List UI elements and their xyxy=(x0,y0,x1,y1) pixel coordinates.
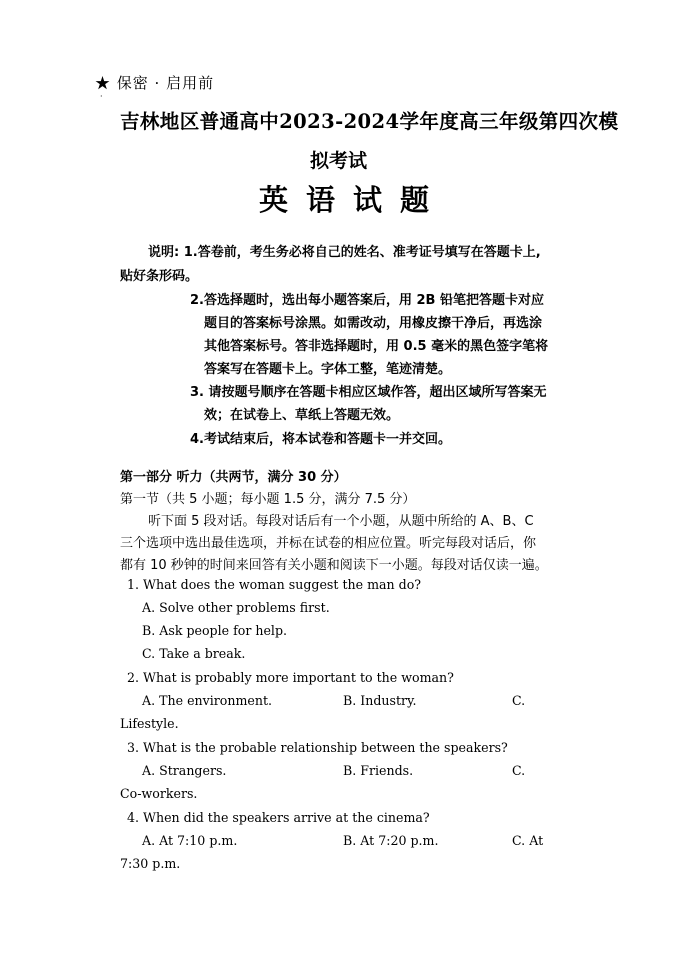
option-a: A. The environment. xyxy=(142,693,273,708)
section-heading: 第一节（共 5 小题；每小题 1.5 分，满分 7.5 分） xyxy=(120,492,416,507)
option-b: B. Ask people for help. xyxy=(142,623,288,638)
instruction-line: 题目的答案标号涂黑。如需改动，用橡皮擦干净后，再选涂 xyxy=(204,316,543,331)
option-c: C. Take a break. xyxy=(142,646,246,661)
question-stem: 1. What does the woman suggest the man do? xyxy=(127,577,422,592)
instruction-line: 效；在试卷上、草纸上答题无效。 xyxy=(204,408,400,423)
subject-title: 英语试题 xyxy=(258,183,447,217)
marker-dot: · xyxy=(100,92,103,101)
instruction-line: 2.答选择题时，选出每小题答案后，用 2B 铅笔把答题卡对应 xyxy=(190,293,544,308)
instruction-line: 3. 请按题号顺序在答题卡相应区域作答，超出区域所写答案无 xyxy=(190,385,547,400)
instruction-line: 4.考试结束后，将本试卷和答题卡一并交回。 xyxy=(190,432,451,447)
option-c-wrap: 7:30 p.m. xyxy=(120,856,181,871)
option-c: C. At xyxy=(512,833,544,848)
section-description: 三个选项中选出最佳选项，并标在试卷的相应位置。听完每段对话后，你 xyxy=(120,536,537,551)
question-stem: 2. What is probably more important to the woman? xyxy=(127,670,454,685)
question-stem: 3. What is the probable relationship between the speakers? xyxy=(127,740,508,755)
option-a: A. At 7:10 p.m. xyxy=(142,833,238,848)
option-a: A. Solve other problems first. xyxy=(142,600,330,615)
option-c-wrap: Co-workers. xyxy=(120,786,198,801)
option-c: C. xyxy=(512,693,526,708)
exam-title-line2: 拟考试 xyxy=(310,150,368,172)
instruction-line: 其他答案标号。答非选择题时，用 0.5 毫米的黑色签字笔将 xyxy=(204,339,549,354)
confidential-label: ★ 保密 · 启用前 xyxy=(95,74,215,92)
instruction-line: 贴好条形码。 xyxy=(120,269,199,284)
option-b: B. Industry. xyxy=(343,693,417,708)
instruction-line: 说明: 1.答卷前，考生务必将自己的姓名、准考证号填写在答题卡上, xyxy=(148,245,541,260)
option-a: A. Strangers. xyxy=(142,763,227,778)
option-c: C. xyxy=(512,763,526,778)
exam-title-line1: 吉林地区普通高中2023-2024学年度高三年级第四次模 xyxy=(120,110,619,133)
option-b: B. Friends. xyxy=(343,763,414,778)
instruction-line: 答案写在答题卡上。字体工整，笔迹清楚。 xyxy=(204,362,452,377)
part-heading: 第一部分 听力（共两节，满分 30 分） xyxy=(120,470,347,485)
option-b: B. At 7:20 p.m. xyxy=(343,833,439,848)
question-stem: 4. When did the speakers arrive at the cinema? xyxy=(127,810,430,825)
option-c-wrap: Lifestyle. xyxy=(120,716,179,731)
section-description: 听下面 5 段对话。每段对话后有一个小题，从题中所给的 A、B、C xyxy=(148,514,534,529)
section-description: 都有 10 秒钟的时间来回答有关小题和阅读下一小题。每段对话仅读一遍。 xyxy=(120,558,548,573)
